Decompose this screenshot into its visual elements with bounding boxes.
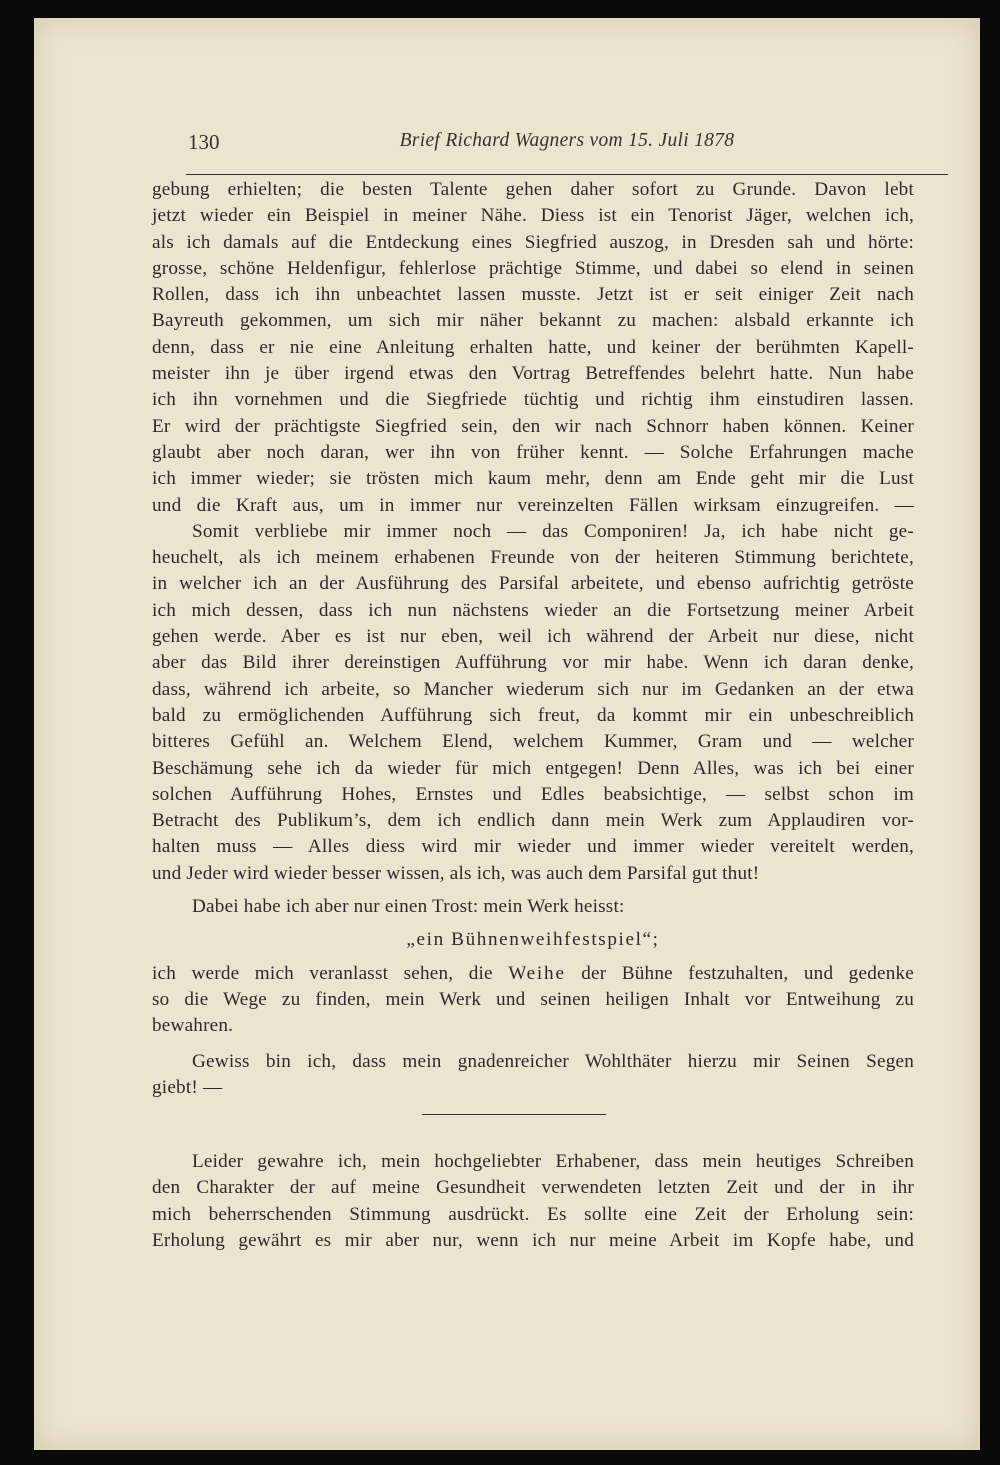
page-header: [186, 130, 948, 170]
text-line: meister ihn je über irgend etwas den Vortrag Betreffendes belehrt hatte. Nun habe: [152, 363, 914, 385]
text-line: ich immer wieder; sie trösten mich kaum mehr, denn am Ende geht mir die Lust: [152, 468, 914, 490]
spaced-word: Weihe: [508, 962, 566, 984]
text-line: Betracht des Publikum’s, dem ich endlich dann mein Werk zum Applaudiren vor-: [152, 810, 914, 832]
text-line: und Jeder wird wieder besser wissen, als ich, was auch dem Parsifal gut thut!: [152, 862, 760, 884]
text-line: ich mich dessen, dass ich nun nächstens wieder an die Fortsetzung meiner Arbeit: [152, 599, 914, 621]
text-line: Somit verbliebe mir immer noch — das Componiren! Ja, ich habe nicht ge-: [192, 520, 914, 542]
paragraph-2: [152, 519, 914, 887]
text-line: so die Wege zu finden, mein Werk und seinen heiligen Inhalt vor Entweihung zu: [152, 988, 914, 1010]
page-number: 130: [188, 130, 220, 154]
text-line: gebung erhielten; die besten Talente gehen daher sofort zu Grunde. Davon lebt: [152, 179, 914, 200]
text-line: Gewiss bin ich, dass mein gnadenreicher Wohlthäter hierzu mir Seinen Segen: [192, 1050, 914, 1072]
header-rule: [186, 174, 948, 175]
text-line: als ich damals auf die Entdeckung eines Siegfried auszog, in Dresden sah und hörte:: [152, 231, 914, 253]
text-line: glaubt aber noch daran, wer ihn von früher kennt. — Solche Erfahrungen mache: [152, 441, 914, 463]
text-line: in welcher ich an der Ausführung des Parsifal arbeitete, und ebenso aufrichtig getröste: [152, 573, 914, 595]
text-segment: der Bühne festzuhalten, und gedenke: [581, 962, 915, 984]
text-line: und die Kraft aus, um in immer nur vereinzelten Fällen wirksam einzugreifen. —: [152, 494, 914, 516]
text-line: bewahren.: [152, 1015, 234, 1037]
text-line: den Charakter der auf meine Gesundheit verwendeten letzten Zeit und der in ihr: [152, 1177, 914, 1199]
paragraph-1: [152, 177, 914, 519]
text-line: jetzt wieder ein Beispiel in meiner Nähe. Diess ist ein Tenorist Jäger, welchen ich,: [152, 205, 914, 227]
body-text: [152, 177, 914, 1254]
text-line: [152, 961, 914, 987]
paragraph-5: [152, 1149, 914, 1254]
paragraph-3: [152, 894, 914, 1039]
text-line: solchen Aufführung Hohes, Ernstes und Edles beabsichtige, — selbst schon im: [152, 783, 914, 805]
text-line: Beschämung sehe ich da wieder für mich entgegen! Denn Alles, was ich bei einer: [152, 757, 914, 779]
running-head: Brief Richard Wagners vom 15. Juli 1878: [399, 130, 735, 151]
text-line: aber das Bild ihrer dereinstigen Aufführung vor mir habe. Wenn ich daran denke,: [152, 652, 914, 674]
text-line: Bayreuth gekommen, um sich mir näher bekannt zu machen: alsbald erkannte ich: [152, 310, 914, 332]
text-line: grosse, schöne Heldenfigur, fehlerlose prächtige Stimme, und dabei so elend in seinen: [152, 257, 914, 279]
text-line: mich beherrschenden Stimmung ausdrückt. Es sollte eine Zeit der Erholung sein:: [152, 1203, 914, 1225]
text-line: gehen werde. Aber es ist nur eben, weil ich während der Arbeit nur diese, nicht: [152, 626, 914, 648]
text-line: ich ihn vornehmen und die Siegfriede tüchtig und richtig ihm einstudiren lassen.: [152, 389, 914, 411]
text-line: Dabei habe ich aber nur einen Trost: mein Werk heisst:: [192, 896, 625, 918]
section-divider: [422, 1114, 606, 1115]
text-line: bald zu ermöglichenden Aufführung sich freut, da kommt mir ein unbeschreiblich: [152, 704, 914, 726]
text-line: heuchelt, als ich meinem erhabenen Freunde von der heiteren Stimmung berichtete,: [152, 547, 914, 569]
text-line: Rollen, dass ich ihn unbeachtet lassen musste. Jetzt ist er seit einiger Zeit nach: [152, 284, 914, 306]
text-line: dass, während ich arbeite, so Mancher wiederum sich nur im Gedanken an der etwa: [152, 678, 914, 700]
centered-title-line: „ein Bühnenweihfestspiel“;: [406, 929, 660, 951]
text-segment: ich werde mich veranlasst sehen, die: [152, 962, 493, 984]
text-line: halten muss — Alles diess wird mir wieder und immer wieder vereitelt werden,: [152, 836, 914, 858]
paragraph-4: [152, 1049, 914, 1102]
text-line: denn, dass er nie eine Anleitung erhalten hatte, und keiner der berühmten Kapell-: [152, 336, 914, 358]
text-line: bitteres Gefühl an. Welchem Elend, welchem Kummer, Gram und — welcher: [152, 731, 914, 753]
text-line: Leider gewahre ich, mein hochgeliebter Erhabener, dass mein heutiges Schreiben: [192, 1151, 914, 1173]
text-line: Erholung gewährt es mir aber nur, wenn ich nur meine Arbeit im Kopfe habe, und: [152, 1229, 914, 1251]
text-line: giebt! —: [152, 1076, 223, 1098]
text-line: Er wird der prächtigste Siegfried sein, den wir nach Schnorr haben können. Keiner: [152, 415, 914, 437]
